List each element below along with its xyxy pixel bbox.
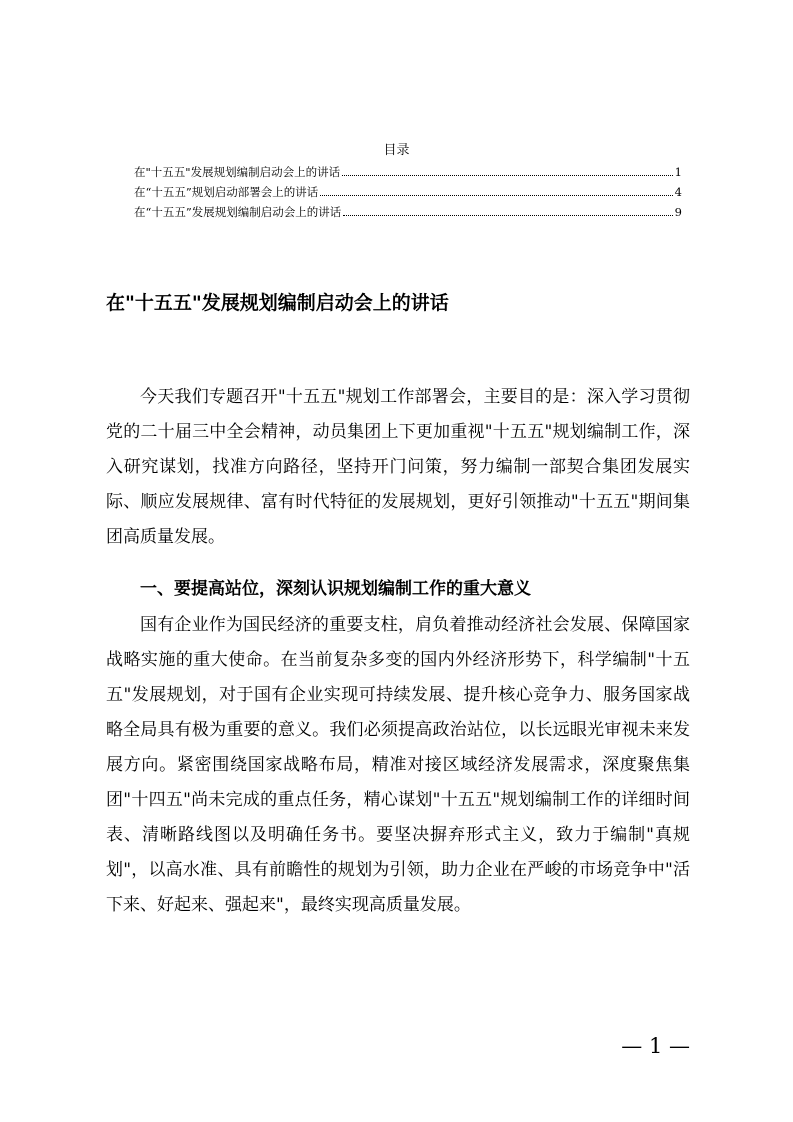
toc-entry-page: 1 xyxy=(674,165,682,179)
toc-leader-dots xyxy=(320,194,672,196)
toc-entry-title: 在“十五五”规划启动部署会上的讲话 xyxy=(134,185,319,199)
body-paragraph: 国有企业作为国民经济的重要支柱，肩负着推动经济社会发展、保障国家战略实施的重大使命。在当前复杂多变的国内外经济形势下，科学编制"十五五"发展规划，对于国有企业实现可持续发展、提升核心竞争力、服务国家战略全局具有极为重要的意义。我们必须提高政治站位，以长远眼光审视未来发展方向。紧密围绕国家战略布局，精准对接区域经济发展需求，深度聚焦集团"十四五"尚未完成的重点任务，精心谋划"十五五"规划编制工作的详细时间表、清晰路线图以及明确任务书。要坚决摒弃形式主义，致力于编制"真规划"，以高水准、具有前瞻性的规划为引领，助力企业在严峻的市场竞争中"活下来、好起来、强起来"，最终实现高质量发展。 xyxy=(106,615,690,915)
toc-entry[interactable] xyxy=(134,165,682,180)
toc-leader-dots xyxy=(342,174,673,176)
page-number: — 1 — xyxy=(621,1034,690,1058)
toc-entry-page: 4 xyxy=(674,185,682,199)
toc-leader-dots xyxy=(343,214,672,216)
document-title: 在"十五五"发展规划编制启动会上的讲话 xyxy=(106,292,449,314)
toc-entry[interactable] xyxy=(134,185,682,200)
toc-entry-title: 在"十五五"发展规划编制启动会上的讲话 xyxy=(134,165,341,179)
toc-entry-page: 9 xyxy=(674,205,682,219)
body-paragraph: 今天我们专题召开"十五五"规划工作部署会，主要目的是：深入学习贯彻党的二十届三中全会精神，动员集团上下更加重视"十五五"规划编制工作，深入研究谋划，找准方向路径，坚持开门问策，努力编制一部契合集团发展实际、顺应发展规律、富有时代特征的发展规划，更好引领推动"十五五"期间集团高质量发展。 xyxy=(106,387,690,547)
toc-title: 目录 xyxy=(383,143,410,158)
section-heading: 一、要提高站位，深刻认识规划编制工作的重大意义 xyxy=(140,579,531,599)
toc-entry-title: 在“十五五”发展规划编制启动会上的讲话 xyxy=(134,205,342,219)
toc-entry[interactable] xyxy=(134,205,682,220)
